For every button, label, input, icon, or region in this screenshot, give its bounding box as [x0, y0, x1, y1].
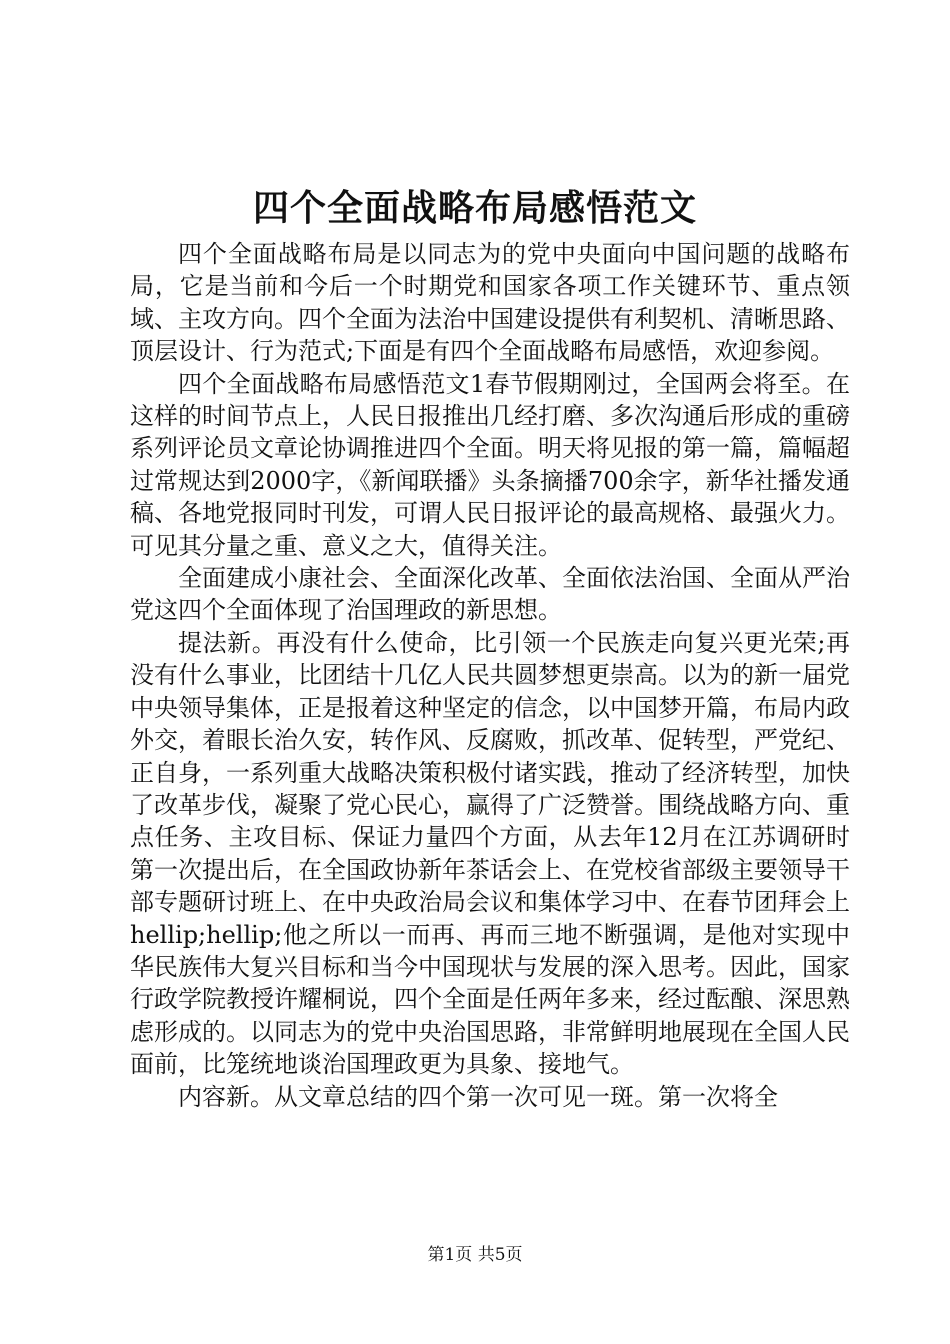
document-title: 四个全面战略布局感悟范文 — [252, 187, 697, 229]
paragraph-essay-1: 四个全面战略布局感悟范文1春节假期刚过，全国两会将至。在这样的时间节点上，人民日报推出几经打磨、多次沟通后形成的重磅系列评论员文章论协调推进四个全面。明天将见报的第一篇，篇幅超过常规达到2000字，《新闻联播》头条摘播700余字，新华社播发通稿、各地党报同时刊发，可谓人民日报评论的最高规格、最强火力。可见其分量之重、意义之大，值得关注。 — [130, 369, 850, 560]
paragraph-new-content: 内容新。从文章总结的四个第一次可见一斑。第一次将全 — [178, 1082, 778, 1111]
paragraph-intro: 四个全面战略布局是以同志为的党中央面向中国问题的战略布局，它是当前和今后一个时期党和国家各项工作关键环节、重点领域、主攻方向。四个全面为法治中国建设提供有利契机、清晰思路、顶层设计、行为范式;下面是有四个全面战略布局感悟，欢迎参阅。 — [130, 240, 850, 366]
paragraph-new-formulation: 提法新。再没有什么使命，比引领一个民族走向复兴更光荣;再没有什么事业，比团结十几亿人民共圆梦想更崇高。以为的新一届党中央领导集体，正是报着这种坚定的信念，以中国梦开篇，布局内政外交，着眼长治久安，转作风、反腐败，抓改革、促转型，严党纪、正自身，一系列重大战略决策积极付诸实践，推动了经济转型，加快了改革步伐，凝聚了党心民心，赢得了广泛赞誉。围绕战略方向、重点任务、主攻目标、保证力量四个方面，从去年12月在江苏调研时第一次提出后，在全国政协新年茶话会上、在党校省部级主要领导干部专题研讨班上、在中央政治局会议和集体学习中、在春节团拜会上hellip;hellip;他之所以一而再、再而三地不断强调，是他对实现中华民族伟大复兴目标和当今中国现状与发展的深入思考。因此，国家行政学院教授许耀桐说，四个全面是任两年多来，经过酝酿、深思熟虑形成的。以同志为的党中央治国思路，非常鲜明地展现在全国人民面前，比笼统地谈治国理政更为具象、接地气。 — [130, 628, 850, 1079]
page-number-footer: 第1页 共5页 — [427, 1245, 523, 1265]
paragraph-four-comprehensives: 全面建成小康社会、全面深化改革、全面依法治国、全面从严治党这四个全面体现了治国理政的新思想。 — [130, 564, 850, 625]
document-body — [130, 238, 850, 1113]
